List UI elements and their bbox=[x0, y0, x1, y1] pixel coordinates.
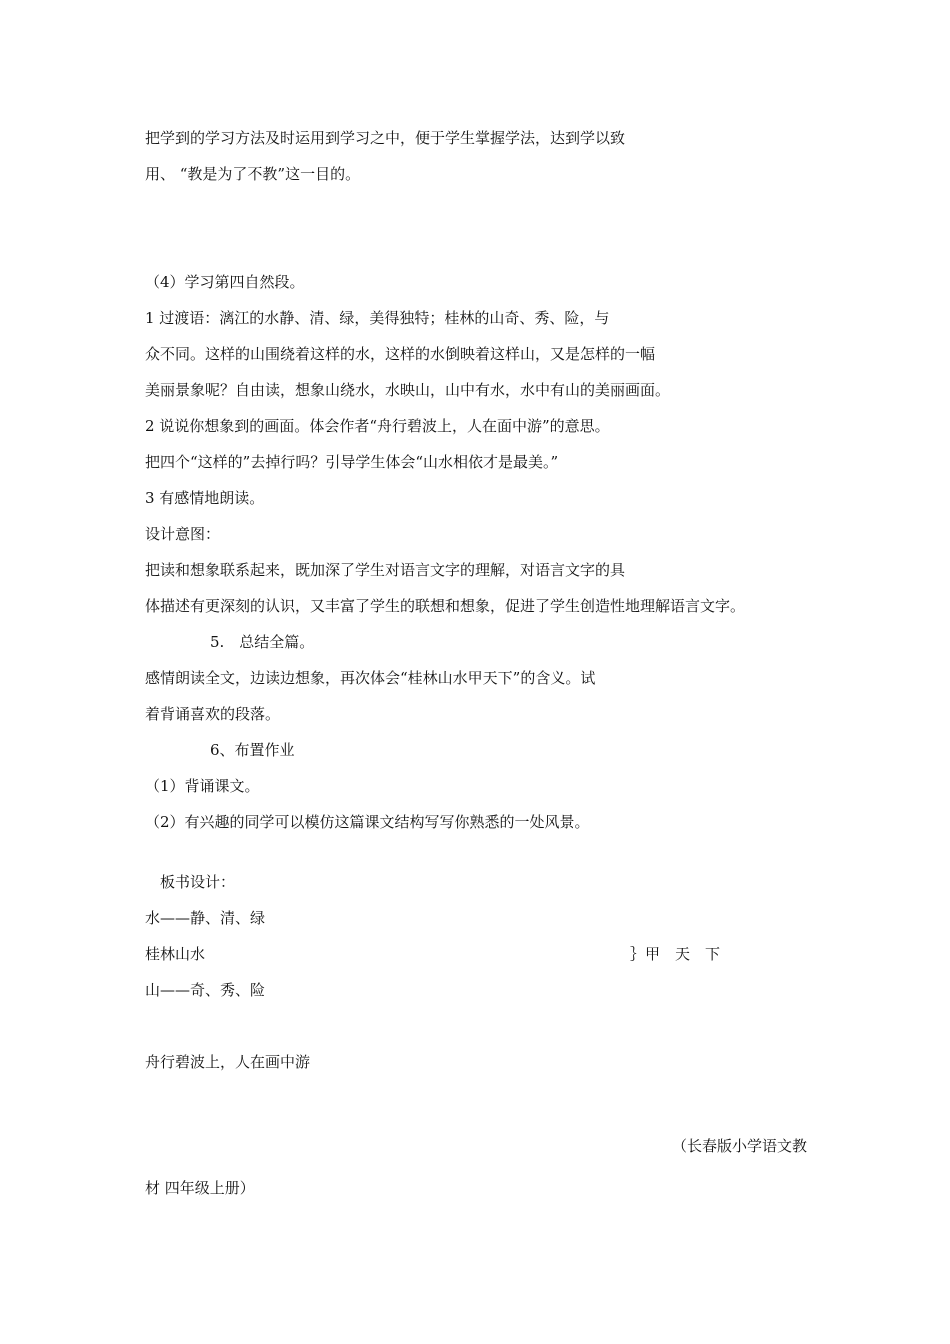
paragraph-line: 把四个“这样的”去掉行吗？引导学生体会“山水相依才是最美。” bbox=[145, 453, 559, 471]
board-line: 桂林山水 bbox=[145, 945, 206, 963]
board-line: 水——静、清、绿 bbox=[145, 909, 266, 927]
section-heading: （4）学习第四自然段。 bbox=[145, 273, 305, 291]
paragraph-line: 感情朗读全文，边读边想象，再次体会“桂林山水甲天下”的含义。试 bbox=[145, 669, 596, 687]
board-line: 舟行碧波上，人在画中游 bbox=[145, 1053, 311, 1071]
paragraph-line: 美丽景象呢？自由读，想象山绕水，水映山，山中有水，水中有山的美丽画面。 bbox=[145, 381, 671, 399]
paragraph-line: 1 过渡语：漓江的水静、清、绿，美得独特；桂林的山奇、秀、险，与 bbox=[145, 309, 610, 327]
paragraph-line: 把读和想象联系起来，既加深了学生对语言文字的理解，对语言文字的具 bbox=[145, 561, 626, 579]
paragraph-line: 2 说说你想象到的画面。体会作者“舟行碧波上，人在面中游”的意思。 bbox=[145, 417, 610, 435]
board-design-label: 板书设计： bbox=[160, 873, 236, 891]
paragraph-line: 着背诵喜欢的段落。 bbox=[145, 705, 281, 723]
source-note: （长春版小学语文教 bbox=[671, 1137, 807, 1155]
board-line: 山——奇、秀、险 bbox=[145, 981, 266, 999]
paragraph-line: 体描述有更深刻的认识，又丰富了学生的联想和想象，促进了学生创造性地理解语言文字。 bbox=[145, 597, 746, 615]
paragraph-line: 把学到的学习方法及时运用到学习之中，便于学生掌握学法，达到学以致 bbox=[145, 129, 626, 147]
homework-item: （2）有兴趣的同学可以模仿这篇课文结构写写你熟悉的一处风景。 bbox=[145, 813, 590, 831]
paragraph-line: 众不同。这样的山围绕着这样的水，这样的水倒映着这样山，又是怎样的一幅 bbox=[145, 345, 656, 363]
paragraph-line: 用、 “教是为了不教”这一目的。 bbox=[145, 165, 361, 183]
source-note: 材 四年级上册） bbox=[145, 1179, 255, 1197]
board-brace-text: ｝甲 天 下 bbox=[630, 945, 721, 963]
homework-item: （1）背诵课文。 bbox=[145, 777, 260, 795]
section-heading: 6、布置作业 bbox=[210, 741, 295, 759]
design-intent-label: 设计意图： bbox=[145, 525, 221, 543]
section-heading: 5. 总结全篇。 bbox=[210, 633, 315, 651]
paragraph-line: 3 有感情地朗读。 bbox=[145, 489, 265, 507]
